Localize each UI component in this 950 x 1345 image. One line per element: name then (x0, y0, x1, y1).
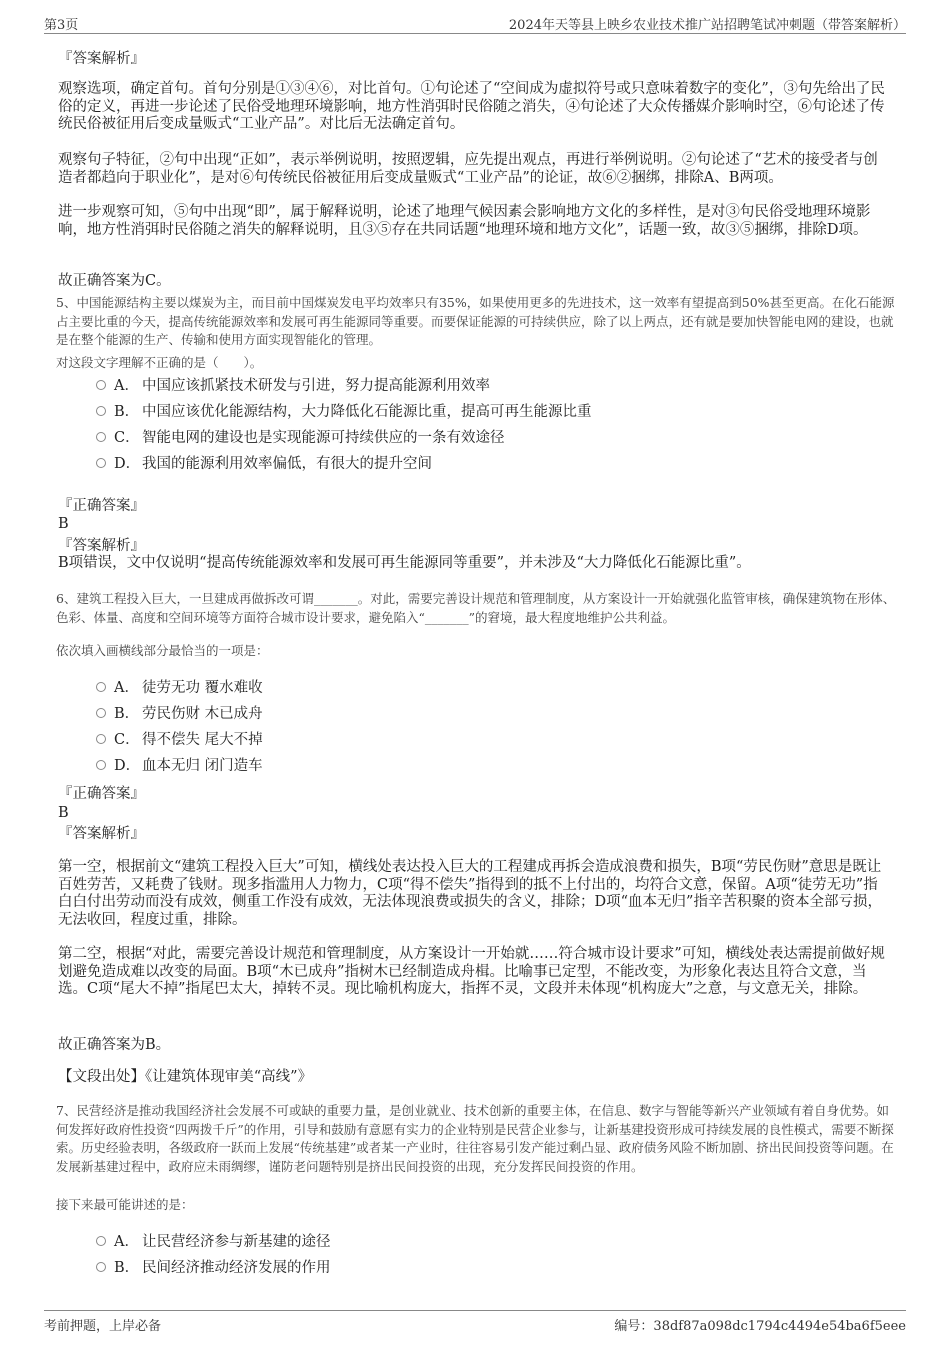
q6-answer-label: 『正确答案』 (58, 786, 145, 802)
radio-icon[interactable] (96, 708, 106, 718)
q6-stem: 6、建筑工程投入巨大，一旦建成再做拆改可谓_______。对此，需要完善设计规范和管理制度，从方案设计一开始就强化监管审核，确保建筑物在形体、色彩、体量、高度和空间环境等方面符合城市设计要求，避免陷入“_______”的窘境，最大程度地维护公共利益。 (56, 591, 896, 625)
q7-option-b[interactable]: B． 民间经济推动经济发展的作用 (96, 1259, 331, 1277)
q5-question: 对这段文字理解不正确的是（ ）。 (56, 355, 263, 370)
q6-answer: B (58, 805, 69, 821)
q6-option-c[interactable]: C． 得不偿失 尾大不掉 (96, 731, 263, 749)
q5-analysis: B项错误，文中仅说明“提高传统能源效率和发展可再生能源同等重要”，并未涉及“大力降低化石能源比重”。 (58, 555, 751, 571)
radio-icon[interactable] (96, 1236, 106, 1246)
page-footer (44, 1310, 906, 1334)
q7-question: 接下来最可能讲述的是： (56, 1197, 194, 1212)
page-number: 第3页 (44, 18, 79, 33)
radio-icon[interactable] (96, 1262, 106, 1272)
radio-icon[interactable] (96, 682, 106, 692)
q6-analysis-p1: 第一空，根据前文“建筑工程投入巨大”可知，横线处表达投入巨大的工程建成再拆会造成浪费和损失，B项“劳民伤财”意思是既让百姓劳苦，又耗费了钱财。现多指滥用人力物力，C项“得不偿失”指得到的抵不上付出的，均符合文意，保留。A项“徒劳无功”指白白付出劳动而没有成效，侧重工作没有成效，无法体现浪费或损失的含义，排除；D项“血本无归”指辛苦积聚的资本全部亏损，无法收回，程度过重，排除。 (58, 859, 882, 928)
q4-analysis-p3: 进一步观察可知，⑤句中出现“即”，属于解释说明，论述了地理气候因素会影响地方文化的多样性，是对③句民俗受地理环境影响，地方性消弭时民俗随之消失的解释说明，且③⑤存在共同话题“地理环境和地方文化”，话题一致，故③⑤捆绑，排除D项。 (58, 204, 871, 238)
q7-option-a[interactable]: A． 让民营经济参与新基建的途径 (96, 1233, 331, 1251)
q5-option-b[interactable]: B． 中国应该优化能源结构，大力降低化石能源比重，提高可再生能源比重 (96, 403, 592, 421)
q5-answer-label: 『正确答案』 (58, 498, 145, 514)
q5-stem: 5、中国能源结构主要以煤炭为主，而目前中国煤炭发电平均效率只有35%，如果使用更多的先进技术，这一效率有望提高到50%甚至更高。在化石能源占主要比重的今天，提高传统能源效率和发展可再生能源同等重要。而要保证能源的可持续供应，除了以上两点，还有就是要加快智能电网的建设，也就是在整个能源的生产、传输和使用方面实现智能化的管理。 (56, 295, 895, 347)
q7-stem: 7、民营经济是推动我国经济社会发展不可或缺的重要力量，是创业就业、技术创新的重要主体，在信息、数字与智能等新兴产业领域有着自身优势。如何发挥好政府性投资“四两拨千斤”的作用，引导和鼓励有意愿有实力的企业特别是民营企业参与，让新基建投资形成可持续发展的良性模式，需要不断探索。历史经验表明，各级政府一跃而上发展“传统基建”或者某一产业时，往往容易引发产能过剩凸显、政府债务风险不断加剧、挤出民间投资等问题。在发展新基建过程中，政府应未雨绸缪，谨防老问题特别是挤出民间投资的出现，充分发挥民间投资的作用。 (56, 1103, 894, 1174)
q5-option-d[interactable]: D． 我国的能源利用效率偏低，有很大的提升空间 (96, 455, 432, 473)
radio-icon[interactable] (96, 734, 106, 744)
q6-option-b[interactable]: B． 劳民伤财 木已成舟 (96, 705, 263, 723)
q6-analysis-p2: 第二空，根据“对此，需要完善设计规范和管理制度，从方案设计一开始就……符合城市设计要求”可知，横线处表达需提前做好规划避免造成难以改变的局面。B项“木已成舟”指树木已经制造成舟楫。比喻事已定型，不能改变，为形象化表达且符合文意，当选。C项“尾大不掉”指尾巴太大，掉转不灵。现比喻机构庞大，指挥不灵，文段并未体现“机构庞大”之意，与文意无关，排除。 (58, 946, 885, 997)
q6-conclusion: 故正确答案为B。 (58, 1037, 171, 1053)
q5-option-a[interactable]: A． 中国应该抓紧技术研发与引进，努力提高能源利用效率 (96, 377, 490, 395)
q6-source: 【文段出处】《让建筑体现审美“高线”》 (58, 1069, 313, 1085)
page-header (44, 12, 906, 34)
q4-analysis-label: 『答案解析』 (58, 51, 145, 67)
radio-icon[interactable] (96, 432, 106, 442)
q5-analysis-label: 『答案解析』 (58, 538, 145, 554)
q4-analysis-p2: 观察句子特征，②句中出现“正如”，表示举例说明，按照逻辑，应先提出观点，再进行举例说明。②句论述了“艺术的接受者与创造者都趋向于职业化”，是对⑥句传统民俗被征用后变成量贩式“工业产品”的论证，故⑥②捆绑，排除A、B两项。 (58, 152, 878, 186)
radio-icon[interactable] (96, 380, 106, 390)
footer-slogan: 考前押题，上岸必备 (44, 1319, 162, 1334)
document-title: 2024年天等县上映乡农业技术推广站招聘笔试冲刺题（带答案解析） (508, 18, 906, 33)
radio-icon[interactable] (96, 760, 106, 770)
q6-option-a[interactable]: A． 徒劳无功 覆水难收 (96, 679, 263, 697)
q6-analysis-label: 『答案解析』 (58, 826, 145, 842)
q5-option-c[interactable]: C． 智能电网的建设也是实现能源可持续供应的一条有效途径 (96, 429, 505, 447)
q5-answer: B (58, 516, 69, 532)
q6-option-d[interactable]: D． 血本无归 闭门造车 (96, 757, 263, 775)
radio-icon[interactable] (96, 406, 106, 416)
radio-icon[interactable] (96, 458, 106, 468)
q4-conclusion: 故正确答案为C。 (58, 273, 171, 289)
q4-analysis-p1: 观察选项，确定首句。首句分别是①③④⑥，对比首句。①句论述了“空间成为虚拟符号或只意味着数字的变化”，③句先给出了民俗的定义，再进一步论述了民俗受地理环境影响，地方性消弭时民俗随之消失，④句论述了大众传播媒介影响时空，⑥句论述了传统民俗被征用后变成量贩式“工业产品”。对比后无法确定首句。 (58, 81, 885, 132)
document-id: 编号：38df87a098dc1794c4494e54ba6f5eee (614, 1319, 906, 1334)
q6-question: 依次填入画横线部分最恰当的一项是： (56, 643, 269, 658)
